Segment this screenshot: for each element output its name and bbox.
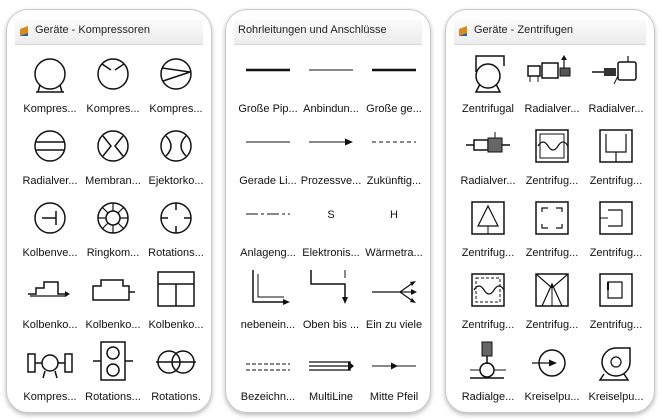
piston-compressor-frame-icon — [152, 270, 200, 314]
shape-item[interactable] — [18, 54, 82, 126]
shape-label: Kreiselpu... — [524, 391, 580, 403]
centrifuge-side-icon — [592, 198, 640, 242]
one-to-many-icon — [370, 270, 418, 314]
panel-title: Rohrleitungen und Anschlüsse — [238, 24, 387, 36]
shape-label: Gerade Li... — [239, 175, 297, 187]
shape-label: Große Pip... — [238, 103, 298, 115]
shape-item[interactable] — [144, 126, 208, 198]
shape-label: Große ge... — [366, 103, 422, 115]
electronic-signal-icon — [307, 198, 355, 242]
shape-item[interactable] — [520, 270, 584, 342]
shape-item[interactable] — [456, 54, 520, 126]
shape-item[interactable] — [299, 54, 363, 126]
svg-text:H: H — [390, 209, 398, 221]
library-icon — [19, 25, 30, 37]
parallel-elbow-icon — [244, 270, 292, 314]
shape-item[interactable] — [144, 198, 208, 270]
panel-zentrifugen — [445, 9, 655, 413]
shape-label: Zukünftig... — [366, 175, 422, 187]
shape-item[interactable] — [584, 54, 648, 126]
compressor-circle-icon — [26, 54, 74, 98]
shape-label: Zentrifug... — [589, 319, 643, 331]
shape-item[interactable] — [81, 54, 145, 126]
labeled-dashed-icon — [244, 342, 292, 386]
shape-label: Kompres... — [86, 103, 140, 115]
panel-rohrleitungen — [225, 9, 431, 413]
shape-item[interactable] — [456, 198, 520, 270]
dash-dot-line-icon — [244, 198, 292, 242]
shape-item[interactable] — [18, 126, 82, 198]
panel-header[interactable] — [15, 20, 203, 45]
process-arrow-icon — [307, 126, 355, 170]
shape-label: Zentrifugal — [462, 103, 514, 115]
compressor-lines-icon — [89, 54, 137, 98]
top-to-bottom-icon — [307, 270, 355, 314]
rotary-stack-icon — [89, 342, 137, 386]
shape-item[interactable] — [584, 126, 648, 198]
shape-item[interactable] — [299, 270, 363, 342]
centrifuge-corners-icon — [528, 198, 576, 242]
shape-item[interactable] — [236, 126, 300, 198]
shape-label: Radialver... — [524, 103, 580, 115]
shape-label: Ejektorko... — [148, 175, 204, 187]
centrifuge-dashed-wave-icon — [464, 270, 512, 314]
shape-item[interactable] — [362, 54, 426, 126]
shape-item[interactable] — [236, 270, 300, 342]
shape-item[interactable] — [236, 342, 300, 413]
shape-label: Ein zu viele — [365, 319, 423, 331]
shape-item[interactable] — [144, 342, 208, 413]
shape-label: Rotations... — [148, 247, 204, 259]
panel-title: Geräte - Kompressoren — [35, 24, 150, 36]
shape-label: Kolbenko... — [22, 319, 78, 331]
centrifugal-pump-icon — [464, 54, 512, 98]
radial-fan-icon — [464, 126, 512, 170]
multiline-icon — [307, 342, 355, 386]
shape-item[interactable] — [299, 126, 363, 198]
shape-label: Kreiselpu... — [588, 391, 644, 403]
shape-label: Mitte Pfeil — [369, 391, 419, 403]
shape-item[interactable] — [81, 126, 145, 198]
radial-gear-icon — [464, 342, 512, 386]
shape-label: Membran... — [85, 175, 141, 187]
shape-item[interactable] — [18, 342, 82, 413]
radial-blower-icon — [528, 54, 576, 98]
centrifuge-nested-icon — [592, 270, 640, 314]
shape-label: Zentrifug... — [461, 247, 515, 259]
centrifuge-cone-icon — [464, 198, 512, 242]
shape-label: Rotations... — [85, 391, 141, 403]
compressor-motor-icon — [26, 342, 74, 386]
heat-trace-icon — [370, 198, 418, 242]
panel-header[interactable] — [454, 20, 646, 45]
shape-label: Kompres... — [23, 391, 77, 403]
panel-kompressoren — [6, 9, 212, 413]
shape-label: nebenein... — [240, 319, 296, 331]
shape-label: Zentrifug... — [525, 175, 579, 187]
shape-label: Zentrifug... — [461, 319, 515, 331]
shape-item[interactable] — [362, 270, 426, 342]
shape-item[interactable] — [362, 198, 426, 270]
shape-label: Radialver... — [460, 175, 516, 187]
shape-label: Elektronis... — [302, 247, 360, 259]
shape-item[interactable] — [144, 270, 208, 342]
shape-label: Oben bis ... — [302, 319, 360, 331]
shape-item[interactable] — [18, 270, 82, 342]
shape-label: Kolbenko... — [85, 319, 141, 331]
shape-label: Anbindun... — [303, 103, 359, 115]
shape-item[interactable] — [584, 342, 648, 413]
shape-label: Zentrifug... — [525, 319, 579, 331]
shape-label: Radialver... — [588, 103, 644, 115]
piston-compressor-step-icon — [26, 270, 74, 314]
shape-item[interactable] — [362, 126, 426, 198]
piston-compressor-box-icon — [89, 270, 137, 314]
panel-title: Geräte - Zentrifugen — [474, 24, 574, 36]
thick-pipe-icon — [244, 54, 292, 98]
thick-pipe-alt-icon — [370, 54, 418, 98]
shape-item[interactable] — [81, 198, 145, 270]
shape-label: Anlageng... — [240, 247, 296, 259]
shape-item[interactable] — [144, 54, 208, 126]
shape-label: Prozessve... — [300, 175, 362, 187]
svg-text:S: S — [327, 209, 335, 221]
centrifugal-pump-arrow-icon — [528, 342, 576, 386]
centrifuge-u-icon — [592, 126, 640, 170]
centrifugal-pump-volute-icon — [592, 342, 640, 386]
ring-compressor-icon — [89, 198, 137, 242]
shape-label: Kolbenko... — [148, 319, 204, 331]
shape-label: Bezeichn... — [240, 391, 296, 403]
shape-label: Kolbenve... — [22, 247, 78, 259]
shape-item[interactable] — [362, 342, 426, 413]
shape-item[interactable] — [520, 342, 584, 413]
membrane-compressor-icon — [89, 126, 137, 170]
future-dashed-icon — [370, 126, 418, 170]
shape-item[interactable] — [81, 270, 145, 342]
shape-label: Radialge... — [461, 391, 515, 403]
panel-header[interactable] — [234, 20, 422, 45]
shape-item[interactable] — [299, 342, 363, 413]
library-icon — [458, 25, 469, 37]
rotary-compressor-icon — [152, 198, 200, 242]
shape-item[interactable] — [520, 126, 584, 198]
shape-item[interactable] — [236, 54, 300, 126]
shape-item[interactable] — [299, 198, 363, 270]
shape-item[interactable] — [456, 270, 520, 342]
shape-item[interactable] — [236, 198, 300, 270]
shape-item[interactable] — [520, 54, 584, 126]
radial-compressor-icon — [26, 126, 74, 170]
shape-label: MultiLine — [308, 391, 354, 403]
shape-item[interactable] — [456, 342, 520, 413]
shape-item[interactable] — [81, 342, 145, 413]
shape-label: Zentrifug... — [589, 175, 643, 187]
shape-label: Kompres... — [149, 103, 203, 115]
radial-blower-motor-icon — [592, 54, 640, 98]
ejector-compressor-icon — [152, 126, 200, 170]
compressor-triangle-icon — [152, 54, 200, 98]
piston-compressor-icon — [26, 198, 74, 242]
middle-arrow-icon — [370, 342, 418, 386]
shape-item[interactable] — [584, 198, 648, 270]
shape-label: Zentrifug... — [525, 247, 579, 259]
shape-label: Zentrifug... — [589, 247, 643, 259]
shape-label: Rotations. — [151, 391, 201, 403]
rotary-twin-icon — [152, 342, 200, 386]
straight-line-icon — [244, 126, 292, 170]
shape-label: Radialver... — [22, 175, 78, 187]
shape-label: Ringkom... — [86, 247, 140, 259]
thin-pipe-icon — [307, 54, 355, 98]
centrifuge-arrows-icon — [528, 270, 576, 314]
shape-label: Kompres... — [23, 103, 77, 115]
centrifuge-wave-icon — [528, 126, 576, 170]
shape-item[interactable] — [584, 270, 648, 342]
shape-item[interactable] — [18, 198, 82, 270]
shape-label: Wärmetra... — [365, 247, 423, 259]
shape-item[interactable] — [456, 126, 520, 198]
shape-item[interactable] — [520, 198, 584, 270]
